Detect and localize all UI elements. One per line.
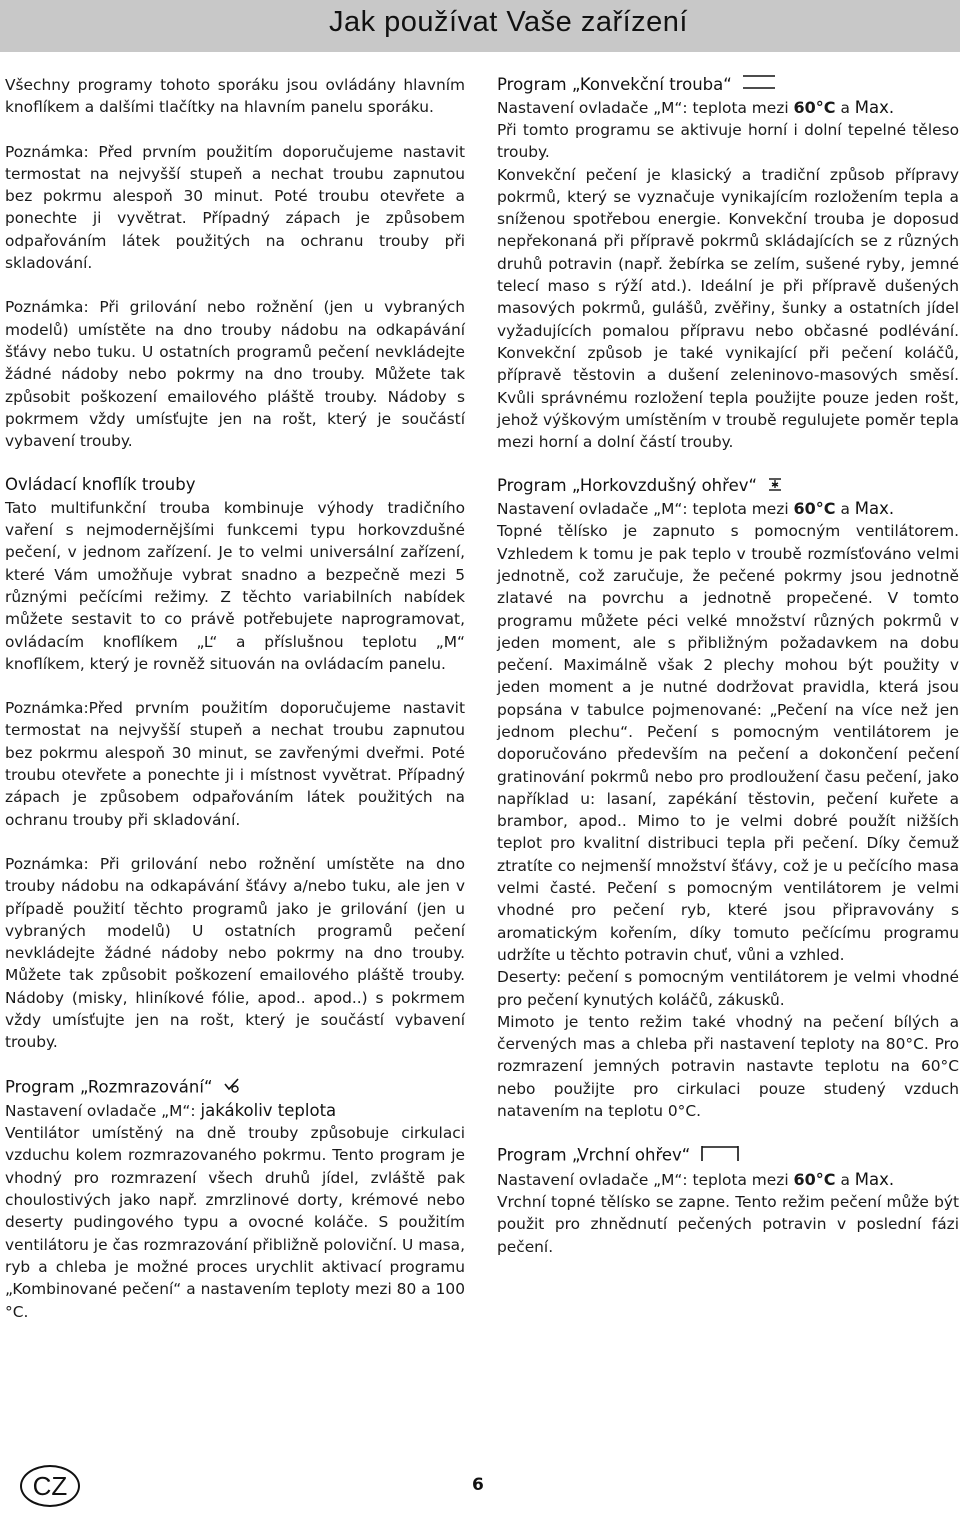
convection-paragraph-1: Při tomto programu se aktivuje horní i dolní tepelné těleso trouby. <box>497 120 959 162</box>
knob-paragraph: Tato multifunkční trouba kombinuje výhody tradičního vaření s nejmodernějšími funkcemi typu horkovzdušné pečení, v jednom zařízení. Je to velmi universální zařízení, které Vám umožňuje vybrat snadno a bezpečně mezi 5 různými pečícími režimy. Z těchto variabilních nabídek můžete sestavit to co právě potřebujete naprogramovat, ovládacím knoflíkem „L“ a příslušnou teplotu „M“ knoflíkem, který je rovněž situován na ovládacím panelu. <box>5 498 465 673</box>
defrost-heading: Program „Rozmrazování“ <box>5 1076 465 1100</box>
top-heat-icon <box>700 1144 740 1168</box>
convection-paragraph-2: Konvekční pečení je klasický a tradiční způsob přípravy pokrmů, který se vyznačuje vynikajícím rozložením tepla a sníženou spotřebou energie. Konvekční trouba je doposud nepřekonaná při přípravě pokrmů skládajících se z různých druhů potravin (např. žebírka se zelím, sušené ryby, jemné telecí maso s rýží atd.). Ideální je při přípravě dušených masových pokrmů, gulášů, zvěřiny, šunky a ostatních jídel vyžadujících pomalou přípravu nebo občasné podlévání. Konvekční způsob je také vynikající při pečení koláčů, přípravě těstovin a dušení zeleninovo-masových směsí. Kvůli správnému rozložení tepla použijte pouze jeden rošt, jehož výškovým umístěním v troubě regulujete poměr tepla mezi horní a dolní částí trouby. <box>497 165 959 452</box>
fan-paragraph-1: Topné tělísko je zapnuto s pomocným ventilátorem. Vzhledem k tomu je pak teplo v troubě rozmísťováno velmi jednotně, což zaručuje, že pečené pokrmy jsou jednotně zlatavé na povrchu a jednotně propečené. V tomto programu můžete péci velké množství různých pokrmů v jeden moment, ale s přibližným požadavkem na dobu pečení. Maximálně však 2 plechy mohou být použity v jeden moment a je nutné dodržovat pravidla, která jsou popsána v tabulce pojmenované: „Pečení na více než jen jednom plechu“. Pečení s pomocným ventilátorem je doporučováno především na pečení a dokončení pečení gratinování pokrmů nebo pro prodloužení času pečení, jako například u: lasaní, zapékání těstovin, pečení kuřete a brambor, apod.. Mimo to je velmi dobré použít nižších teplot pro kvalitní distribuci tepla při pečení. Díky čemuž ztratíte co nejmenší množství šťávy, což je u pečícího masa velmi časté. Pečení s pomocným ventilátorem je velmi vhodné pro pečení ryb, které jsou připravovány s aromatickým kořením, díky tomuto pečícímu programu udržíte u těchto potravin chuť, vůni a vzhled. <box>497 522 959 964</box>
intro-paragraph: Všechny programy tohoto sporáku jsou ovládány hlavním knoflíkem a dalšími tlačítky na hlavním panelu sporáku. <box>5 76 465 117</box>
fan-paragraph-2: Deserty: pečení s pomocným ventilátorem je velmi vhodné pro pečení kynutých koláčů, zákusků. <box>497 968 959 1009</box>
note-paragraph-3: Poznámka:Před prvním použitím doporučujeme nastavit termostat na nejvyšší stupeň a nechat troubu zapnutou bez pokrmu alespoň 30 minut, se zavřenými dveřmi. Poté troubu otevřete a ponechte ji i místnost vyvětrat. Případný zápach je způsobem odpařováním látek použitých na ochranu trouby při skladování. <box>5 699 465 829</box>
note-label: Poznámka: <box>5 142 89 161</box>
fan-heading: Program „Horkovzdušný ohřev“ <box>497 475 959 498</box>
top-heat-heading: Program „Vrchní ohřev“ <box>497 1144 959 1168</box>
country-badge: CZ <box>20 1465 80 1507</box>
top-heat-paragraph: Vrchní topné tělísko se zapne. Tento režim pečení může být použit pro zhnědnutí pečených potravin v poslední fázi pečení. <box>497 1192 959 1256</box>
defrost-icon <box>223 1076 241 1100</box>
knob-heading: Ovládací knoflík trouby <box>5 475 196 495</box>
defrost-setting: Nastavení ovladače „M“: jakákoliv teplota <box>5 1100 337 1120</box>
page-title: Jak používat Vaše zařízení <box>328 6 688 38</box>
defrost-paragraph: Ventilátor umístěný na dně trouby způsobuje cirkulaci vzduchu kolem rozmrazovaného pokrmu. Tento program je vhodný pro rozmrazení všech druhů jídel, zvláště pak choulostivých jako např. zmrzlinové dorty, krémové nebo deserty pudingového typu a ovocné koláče. S použitím ventilátoru je čas rozmrazování přibližně poloviční. U masa, ryb a chleba je možné proces urychlit aktivací programu „Kombinované pečení“ a nastavením teploty mezi 80 a 100 °C. <box>5 1124 465 1321</box>
top-heat-setting: Nastavení ovladače „M“: teplota mezi 60°C a Max. <box>497 1169 895 1189</box>
note-label: Poznámka: <box>5 298 89 317</box>
note-label: Poznámka: <box>5 854 89 873</box>
convection-setting: Nastavení ovladače „M“: teplota mezi 60°C a Max. <box>497 97 895 117</box>
convection-heading: Program „Konvekční trouba“ <box>497 74 959 97</box>
top-bottom-heat-icon <box>742 74 776 96</box>
fan-paragraph-3: Mimoto je tento režim také vhodný na pečení bílých a červených mas a chleba při nastavení teploty na 80°C. Pro rozmrazení jemných potravin nastavte teplotu na 60°C nebo použijte pro cirkulaci pouze studený vzduch natavením na teplotu 0°C. <box>497 1012 959 1121</box>
note-label: Poznámka <box>5 699 84 718</box>
fan-setting: Nastavení ovladače „M“: teplota mezi 60°C a Max. <box>497 499 895 519</box>
note-paragraph-4: Poznámka: Při grilování nebo rožnění umístěte na dno trouby nádobu na odkapávání šťávy a/nebo tuku, ale jen v případě použití těchto programů jako je grilování (jen u vybraných modelů) U ostatních programů pečení nevkládejte žádné nádoby nebo pokrmy na dno trouby. Můžete tak způsobit poškození emailového pláště trouby. Nádoby (misky, hliníkové fólie, apod.. apod..) s pokrmem vždy umísťujte jen na rošt, který je součástí vybavení trouby. <box>5 854 465 1052</box>
note-paragraph-1: Poznámka: Před prvním použitím doporučujeme nastavit termostat na nejvyšší stupeň a nechat troubu zapnutou bez pokrmu alespoň 30 minut. Poté troubu otevřete a ponechte ji vyvětrat. Případný zápach je způsobem odpařováním látek použitých na ochranu trouby při skladování. <box>5 142 465 273</box>
page-number: 6 <box>472 1475 484 1495</box>
note-paragraph-2: Poznámka: Při grilování nebo rožnění (jen u vybraných modelů) umístěte na dno trouby nádobu na odkapávání šťávy nebo tuku. U ostatních programů pečení nevkládejte žádné nádoby nebo pokrmy na dno trouby. Můžete tak způsobit poškození emailového pláště trouby. Nádoby s pokrmem vždy umísťujte jen na rošt, který je součástí vybavení trouby. <box>5 298 465 451</box>
fan-icon <box>767 476 783 498</box>
left-column <box>5 74 465 1323</box>
right-column <box>497 74 959 1258</box>
